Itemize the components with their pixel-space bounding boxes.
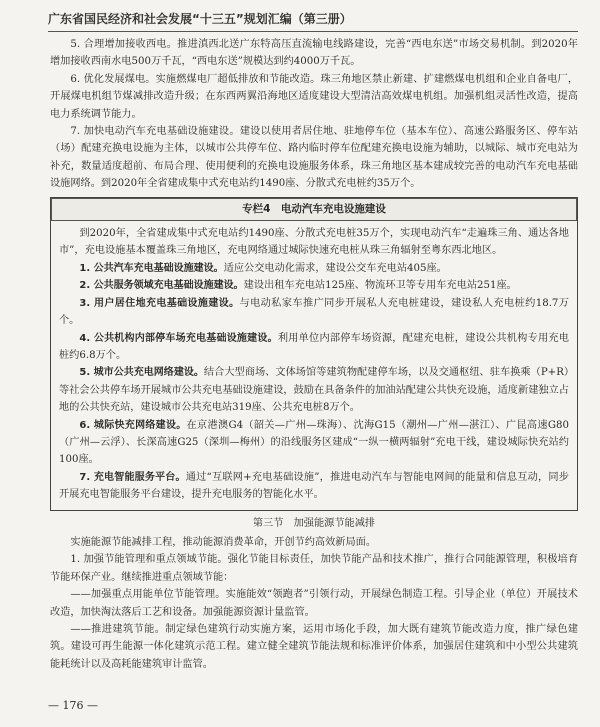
paragraph-energy-saving: 1. 加强节能管理和重点领域节能。强化节能目标责任，加快节能产品和技术推广，推行合同能源管理，积极培育节能环保产业。继续推进重点领域节能：: [50, 554, 578, 583]
paragraph-west-power: 5. 合理增加接收西电。推进滇西北送广东特高压直流输电线路建设，完善“西电东送”市场交易机制。到2020年增加接收西南水电500万千瓦，“西电东送”规模达到约4000万千瓦。: [50, 39, 578, 68]
paragraph-intro: 实施能源节能减排工程，推动能源消费革命，开创节约高效新局面。: [70, 536, 377, 548]
page-content: [50, 36, 578, 673]
paragraph-building: ——推进建筑节能。制定绿色建筑行动实施方案，运用市场化手段，加大既有建筑节能改造力度，推广绿色建筑。建设可再生能源一体化建筑示范工程。建立健全建筑节能法规和标准评价体系，加强居住建筑和中小型公共建筑能耗统计以及高耗能建筑审计监管。: [50, 624, 578, 670]
box-item: [59, 260, 569, 277]
box-item: [59, 364, 569, 416]
box-item-text: 通过“互联网+充电基础设施”，推进电动汽车与智能电网间的能量和信息互动，同步开展充电智能服务平台建设，提升充电服务的智能化水平。: [59, 471, 569, 501]
box-item: [59, 295, 569, 330]
paragraph-coal-power: 6. 优化发展煤电。实施燃煤电厂超低排放和节能改造。珠三角地区禁止新建、扩建燃煤电机组和企业自备电厂，开展煤电机组节煤减排改造升级；在东西两翼沿海地区适度建设大型清洁高效煤电机组。加强机组灵活性改造，提高电力系统调节能力。: [50, 73, 578, 120]
box-title: 专栏4 电动汽车充电设施建设: [51, 198, 577, 221]
box-item-text: 与电动私家车推广同步开展私人充电桩建设，建设私人充电桩约18.7万个。: [59, 297, 569, 327]
box-item-text: 建设出租车充电站125座、物流环卫等专用车充电站251座。: [243, 280, 517, 292]
sidebar-box-ev-charging: [50, 197, 578, 511]
box-item-head: 4. 公共机构内部停车场充电基础设施建设。: [79, 332, 278, 344]
box-item-text: 适应公交电动化需求，建设公交车充电站405座。: [223, 262, 447, 274]
paragraph-ev-charging: 7. 加快电动汽车充电基础设施建设。建设以使用者居住地、驻地停车位（基本车位）、高速公路服务区、停车站（场）配建充换电设施为主体，以城市公共停车位、路内临时停车位配建充换电设施为辅助，以城际、城市充电站为补充，数量适度超前、布局合理、使用便利的充换电设施服务体系，珠三角地区基本建成较完善的电动汽车充电基础设施网络。到2020年全省建成集中式充电站约1490座、分散式充电桩约35万个。: [50, 126, 578, 190]
box-item: [59, 277, 569, 294]
box-item-head: 7. 充电智能服务平台。: [79, 471, 186, 483]
box-item-head: 5. 城市公共充电网络建设。: [79, 367, 204, 379]
box-item-text: 在京港澳G4（韶关—广州—珠海）、沈海G15（潮州—广州—湛江）、广昆高速G80（广州—云浮）、长深高速G25（深圳—梅州）的沿线服务区建成“一纵一横两辐射”充电干线，建设城际快充站约100座。: [59, 419, 569, 466]
box-item-head: 3. 用户居住地充电基础设施建设。: [79, 297, 240, 309]
box-item-head: 1. 公共汽车充电基础设施建设。: [79, 262, 224, 274]
box-item-text: 利用单位内部停车场资源，配建充电桩，建设公共机构专用充电桩约6.8万个。: [59, 332, 569, 361]
box-item-text: 结合大型商场、文体场馆等建筑物配建停车场，以及交通枢纽、驻车换乘（P+R）等社会公共停车场开展城市公共充电基础设施建设，鼓励在具备条件的加油站配建公共快充设施，适度新建独立占地的公共快充站，建设城市公共充电站319座、公共充电桩8万个。: [59, 367, 569, 414]
box-intro: 到2020年，全省建成集中式充电站约1490座、分散式充电桩35万个，实现电动汽车“走遍珠三角、通达各地市”，充电设施基本覆盖珠三角地区，充电网络通过城际快速充电桩从珠三角辐射至粤东西北地区。: [59, 228, 569, 257]
box-item: [59, 330, 569, 365]
page-number: — 176 —: [48, 699, 98, 712]
paragraph-key-units: ——加强重点用能单位节能管理。实施能效“领跑者”引领行动，开展绿色制造工程。引导企业（单位）开展技术改造，加快淘汰落后工艺和设备。加强能源资源计量监管。: [50, 589, 578, 618]
box-item-head: 2. 公共服务领域充电基础设施建设。: [79, 280, 244, 292]
box-item-head: 6. 城际快充网络建设。: [79, 419, 187, 431]
section-title: 第三节 加强能源节能减排: [252, 517, 376, 529]
page-header: 广东省国民经济和社会发展“十三五”规划汇编（第三册）: [48, 10, 578, 32]
box-item: [59, 469, 569, 504]
box-item: [59, 417, 569, 469]
